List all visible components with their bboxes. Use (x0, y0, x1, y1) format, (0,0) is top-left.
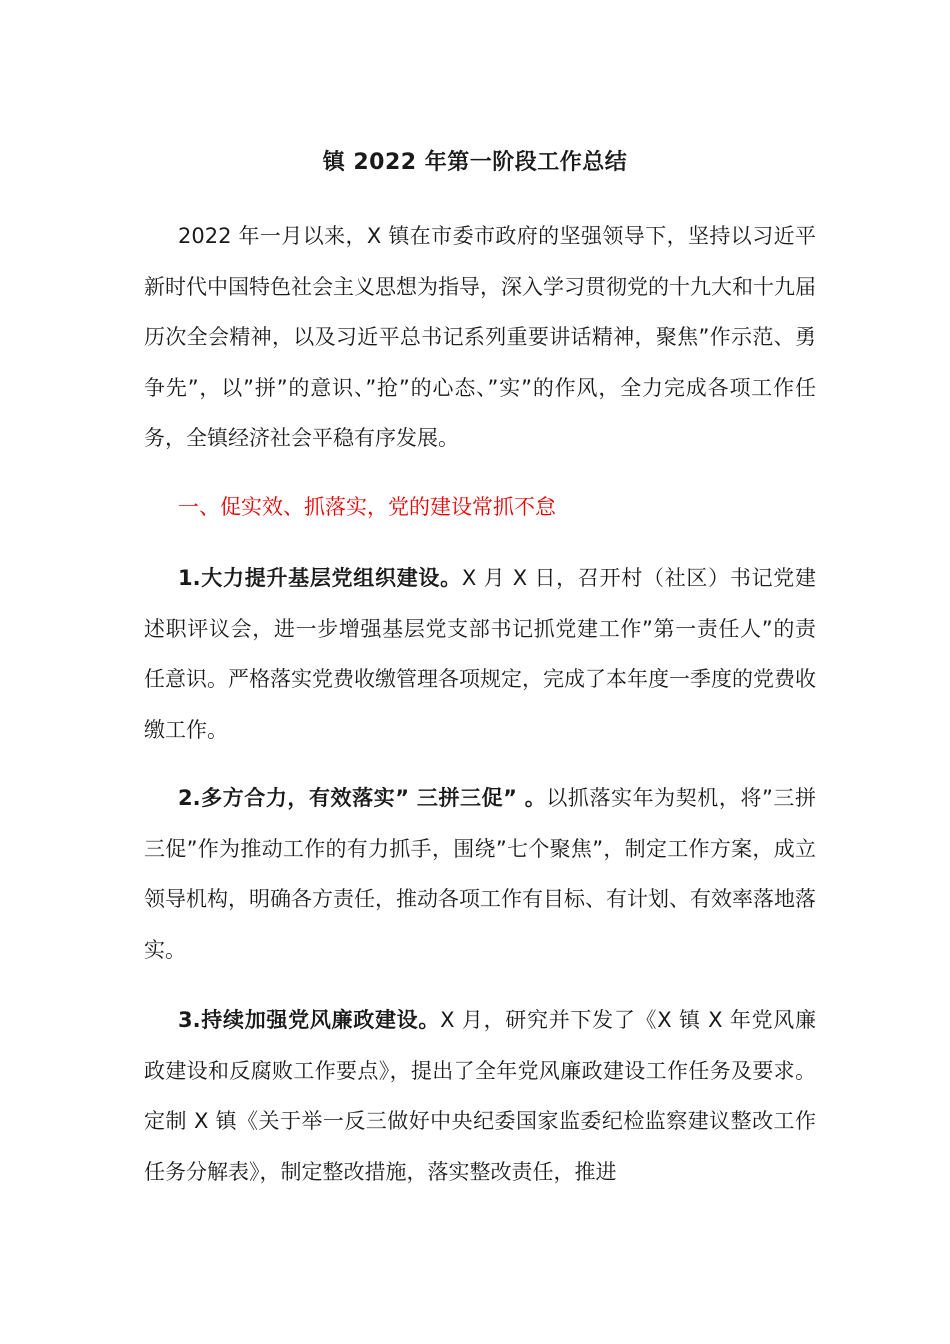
item-lead-2: 2.多方合力，有效落实” 三拼三促” 。 (178, 786, 547, 810)
section-heading-1: 一、促实效、抓落实，党的建设常抓不怠 (178, 495, 556, 519)
item-paragraph-2 (144, 773, 816, 975)
item-lead-3: 3.持续加强党风廉政建设。 (178, 1008, 441, 1032)
item-paragraph-3 (144, 995, 816, 1197)
document-title: 镇 2022 年第一阶段工作总结 (322, 150, 628, 175)
intro-paragraph: 2022 年一月以来，X 镇在市委市政府的坚强领导下，坚持以习近平新时代中国特色社会主义思想为指导，深入学习贯彻党的十九大和十九届历次全会精神，以及习近平总书记系列重要讲话精神，聚焦”作示范、勇争先”，以”拼”的意识、”抢”的心态、”实”的作风，全力完成各项工作任务，全镇经济社会平稳有序发展。 (144, 224, 816, 450)
item-body-3: X 月，研究并下发了《X 镇 X 年党风廉政建设和反腐败工作要点》，提出了全年党风廉政建设工作任务及要求。定制 X 镇《关于举一反三做好中央纪委国家监委纪检监察建议整改工作任务分解表》，制定整改措施，落实整改责任，推进 (144, 1008, 816, 1184)
item-body-2: 以抓落实年为契机，将”三拼三促”作为推动工作的有力抓手，围绕”七个聚焦”，制定工作方案，成立领导机构，明确各方责任，推动各项工作有目标、有计划、有效率落地落实。 (144, 786, 816, 962)
item-paragraph-1 (144, 553, 816, 755)
item-body-1: X 月 X 日，召开村（社区）书记党建述职评议会，进一步增强基层党支部书记抓党建工作”第一责任人”的责任意识。严格落实党费收缴管理各项规定，完成了本年度一季度的党费收缴工作。 (144, 566, 816, 742)
item-lead-1: 1.大力提升基层党组织建设。 (178, 566, 462, 590)
